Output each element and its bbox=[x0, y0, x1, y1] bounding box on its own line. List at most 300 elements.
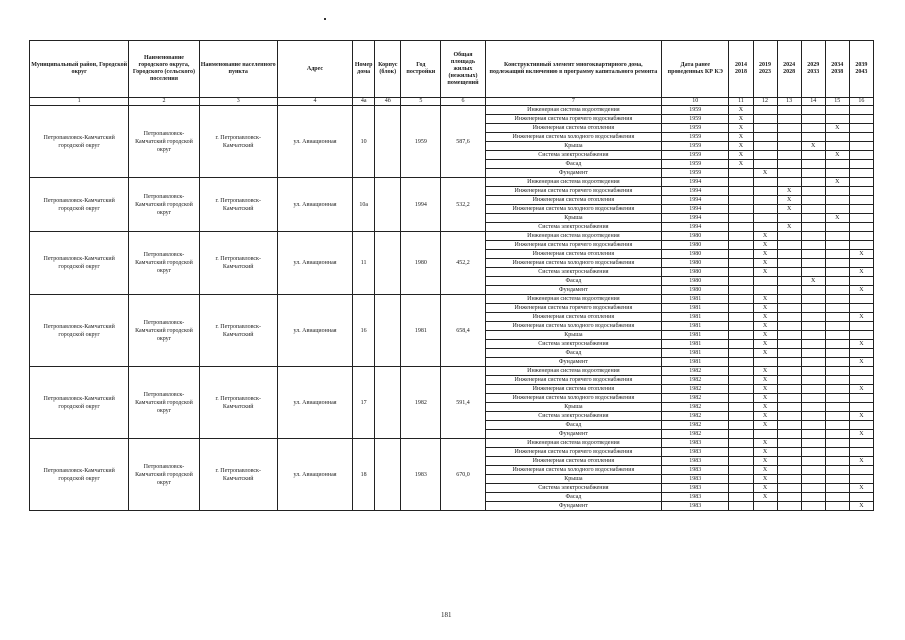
period-mark-cell bbox=[801, 250, 825, 259]
column-number: 3 bbox=[199, 98, 277, 106]
element-cell: Инженерная система холодного водоснабжения bbox=[485, 205, 662, 214]
column-header: 2029 2033 bbox=[801, 41, 825, 98]
period-mark-cell bbox=[801, 259, 825, 268]
period-mark-cell bbox=[825, 286, 849, 295]
period-mark-cell bbox=[849, 241, 873, 250]
period-mark-cell bbox=[777, 331, 801, 340]
period-mark-cell bbox=[801, 448, 825, 457]
period-mark-cell bbox=[825, 277, 849, 286]
settlement-cell: Петропавловск-Камчатский городской округ bbox=[129, 295, 199, 367]
prior-repair-date-cell: 1981 bbox=[662, 304, 729, 313]
element-cell: Крыша bbox=[485, 214, 662, 223]
area-cell: 587,6 bbox=[441, 106, 485, 178]
period-mark-cell bbox=[753, 502, 777, 511]
prior-repair-date-cell: 1959 bbox=[662, 151, 729, 160]
period-mark-cell bbox=[729, 439, 753, 448]
period-mark-cell bbox=[825, 160, 849, 169]
period-mark-cell bbox=[729, 466, 753, 475]
house-number-cell: 10 bbox=[353, 106, 375, 178]
period-mark-cell: X bbox=[729, 160, 753, 169]
prior-repair-date-cell: 1981 bbox=[662, 358, 729, 367]
period-mark-cell bbox=[753, 205, 777, 214]
period-mark-cell bbox=[849, 178, 873, 187]
period-mark-cell bbox=[753, 160, 777, 169]
period-mark-cell bbox=[849, 115, 873, 124]
period-mark-cell bbox=[777, 232, 801, 241]
prior-repair-date-cell: 1980 bbox=[662, 268, 729, 277]
period-mark-cell bbox=[801, 502, 825, 511]
element-cell: Система электроснабжения bbox=[485, 484, 662, 493]
prior-repair-date-cell: 1959 bbox=[662, 160, 729, 169]
period-mark-cell bbox=[849, 331, 873, 340]
period-mark-cell bbox=[801, 376, 825, 385]
area-cell: 670,0 bbox=[441, 439, 485, 511]
period-mark-cell bbox=[777, 349, 801, 358]
column-number: 11 bbox=[729, 98, 753, 106]
prior-repair-date-cell: 1983 bbox=[662, 439, 729, 448]
period-mark-cell: X bbox=[753, 421, 777, 430]
house-number-cell: 16 bbox=[353, 295, 375, 367]
period-mark-cell bbox=[729, 340, 753, 349]
period-mark-cell bbox=[825, 232, 849, 241]
period-mark-cell bbox=[753, 178, 777, 187]
period-mark-cell bbox=[777, 448, 801, 457]
prior-repair-date-cell: 1980 bbox=[662, 241, 729, 250]
house-number-cell: 17 bbox=[353, 367, 375, 439]
column-header: Дата ранее проведенных КР КЭ bbox=[662, 41, 729, 98]
prior-repair-date-cell: 1980 bbox=[662, 277, 729, 286]
period-mark-cell bbox=[777, 160, 801, 169]
period-mark-cell: X bbox=[777, 205, 801, 214]
period-mark-cell bbox=[729, 187, 753, 196]
period-mark-cell: X bbox=[753, 349, 777, 358]
period-mark-cell bbox=[825, 187, 849, 196]
prior-repair-date-cell: 1981 bbox=[662, 331, 729, 340]
period-mark-cell bbox=[729, 376, 753, 385]
period-mark-cell bbox=[729, 412, 753, 421]
element-cell: Инженерная система отопления bbox=[485, 385, 662, 394]
period-mark-cell bbox=[825, 457, 849, 466]
period-mark-cell: X bbox=[729, 106, 753, 115]
house-number-cell: 11 bbox=[353, 232, 375, 295]
period-mark-cell: X bbox=[849, 502, 873, 511]
element-cell: Инженерная система водоотведения bbox=[485, 367, 662, 376]
period-mark-cell bbox=[729, 394, 753, 403]
period-mark-cell bbox=[825, 484, 849, 493]
period-mark-cell bbox=[825, 349, 849, 358]
period-mark-cell bbox=[729, 331, 753, 340]
period-mark-cell bbox=[729, 196, 753, 205]
period-mark-cell bbox=[849, 277, 873, 286]
build-year-cell: 1994 bbox=[401, 178, 441, 232]
block-cell bbox=[375, 367, 401, 439]
period-mark-cell bbox=[825, 259, 849, 268]
period-mark-cell bbox=[753, 133, 777, 142]
period-mark-cell: X bbox=[729, 151, 753, 160]
municipality-cell: Петропавловск-Камчатский городской округ bbox=[30, 106, 129, 178]
column-header: 2024 2028 bbox=[777, 41, 801, 98]
period-mark-cell bbox=[825, 268, 849, 277]
period-mark-cell bbox=[777, 421, 801, 430]
period-mark-cell bbox=[825, 394, 849, 403]
period-mark-cell bbox=[801, 412, 825, 421]
settlement-cell: Петропавловск-Камчатский городской округ bbox=[129, 367, 199, 439]
element-cell: Фасад bbox=[485, 277, 662, 286]
element-cell: Инженерная система водоотведения bbox=[485, 106, 662, 115]
settlement-cell: Петропавловск-Камчатский городской округ bbox=[129, 178, 199, 232]
prior-repair-date-cell: 1982 bbox=[662, 394, 729, 403]
period-mark-cell bbox=[849, 394, 873, 403]
table-body bbox=[30, 106, 874, 511]
period-mark-cell: X bbox=[753, 448, 777, 457]
prior-repair-date-cell: 1959 bbox=[662, 115, 729, 124]
period-mark-cell bbox=[729, 484, 753, 493]
period-mark-cell bbox=[825, 376, 849, 385]
column-header: 2034 2038 bbox=[825, 41, 849, 98]
period-mark-cell bbox=[777, 367, 801, 376]
settlement-cell: Петропавловск-Камчатский городской округ bbox=[129, 439, 199, 511]
period-mark-cell bbox=[801, 169, 825, 178]
period-mark-cell bbox=[801, 133, 825, 142]
period-mark-cell bbox=[801, 214, 825, 223]
period-mark-cell bbox=[801, 295, 825, 304]
period-mark-cell bbox=[729, 214, 753, 223]
column-number: 1 bbox=[30, 98, 129, 106]
element-cell: Фасад bbox=[485, 349, 662, 358]
period-mark-cell: X bbox=[753, 493, 777, 502]
period-mark-cell bbox=[849, 448, 873, 457]
period-mark-cell bbox=[849, 295, 873, 304]
period-mark-cell: X bbox=[753, 475, 777, 484]
element-cell: Фундамент bbox=[485, 430, 662, 439]
period-mark-cell bbox=[777, 322, 801, 331]
period-mark-cell: X bbox=[753, 376, 777, 385]
period-mark-cell bbox=[753, 106, 777, 115]
street-cell: ул. Авиационная bbox=[277, 232, 352, 295]
element-cell: Инженерная система горячего водоснабжения bbox=[485, 448, 662, 457]
period-mark-cell: X bbox=[849, 358, 873, 367]
build-year-cell: 1959 bbox=[401, 106, 441, 178]
period-mark-cell: X bbox=[753, 466, 777, 475]
block-cell bbox=[375, 232, 401, 295]
prior-repair-date-cell: 1994 bbox=[662, 187, 729, 196]
period-mark-cell bbox=[777, 178, 801, 187]
period-mark-cell bbox=[777, 259, 801, 268]
settlement-cell: Петропавловск-Камчатский городской округ bbox=[129, 232, 199, 295]
period-mark-cell: X bbox=[801, 142, 825, 151]
period-mark-cell bbox=[729, 349, 753, 358]
period-mark-cell bbox=[801, 196, 825, 205]
period-mark-cell bbox=[777, 394, 801, 403]
build-year-cell: 1983 bbox=[401, 439, 441, 511]
prior-repair-date-cell: 1980 bbox=[662, 250, 729, 259]
period-mark-cell: X bbox=[849, 268, 873, 277]
period-mark-cell bbox=[729, 322, 753, 331]
column-number: 12 bbox=[753, 98, 777, 106]
period-mark-cell bbox=[849, 214, 873, 223]
column-header: Конструктивный элемент многоквартирного дома, подлежащий включению в программу капитального ремонта bbox=[485, 41, 662, 98]
column-header: Номер дома bbox=[353, 41, 375, 98]
period-mark-cell bbox=[801, 439, 825, 448]
period-mark-cell bbox=[729, 421, 753, 430]
municipality-cell: Петропавловск-Камчатский городской округ bbox=[30, 232, 129, 295]
prior-repair-date-cell: 1980 bbox=[662, 286, 729, 295]
prior-repair-date-cell: 1994 bbox=[662, 196, 729, 205]
period-mark-cell bbox=[801, 286, 825, 295]
period-mark-cell bbox=[849, 376, 873, 385]
period-mark-cell bbox=[825, 106, 849, 115]
area-cell: 452,2 bbox=[441, 232, 485, 295]
period-mark-cell bbox=[825, 448, 849, 457]
period-mark-cell bbox=[729, 277, 753, 286]
period-mark-cell: X bbox=[753, 322, 777, 331]
block-cell bbox=[375, 295, 401, 367]
period-mark-cell: X bbox=[753, 385, 777, 394]
period-mark-cell bbox=[849, 493, 873, 502]
period-mark-cell bbox=[801, 403, 825, 412]
period-mark-cell bbox=[729, 385, 753, 394]
prior-repair-date-cell: 1994 bbox=[662, 223, 729, 232]
period-mark-cell: X bbox=[777, 196, 801, 205]
period-mark-cell: X bbox=[753, 232, 777, 241]
period-mark-cell bbox=[849, 259, 873, 268]
period-mark-cell: X bbox=[825, 124, 849, 133]
period-mark-cell bbox=[801, 115, 825, 124]
period-mark-cell bbox=[753, 151, 777, 160]
period-mark-cell bbox=[849, 133, 873, 142]
period-mark-cell bbox=[777, 430, 801, 439]
period-mark-cell: X bbox=[753, 304, 777, 313]
block-cell bbox=[375, 106, 401, 178]
period-mark-cell bbox=[753, 223, 777, 232]
period-mark-cell bbox=[777, 439, 801, 448]
period-mark-cell bbox=[753, 196, 777, 205]
element-cell: Система электроснабжения bbox=[485, 223, 662, 232]
period-mark-cell bbox=[729, 457, 753, 466]
element-cell: Система электроснабжения bbox=[485, 412, 662, 421]
period-mark-cell bbox=[801, 331, 825, 340]
period-mark-cell bbox=[825, 475, 849, 484]
period-mark-cell bbox=[801, 367, 825, 376]
period-mark-cell bbox=[753, 286, 777, 295]
column-number: 6 bbox=[441, 98, 485, 106]
period-mark-cell bbox=[753, 187, 777, 196]
prior-repair-date-cell: 1982 bbox=[662, 403, 729, 412]
element-cell: Инженерная система отопления bbox=[485, 313, 662, 322]
area-cell: 658,4 bbox=[441, 295, 485, 367]
period-mark-cell bbox=[801, 187, 825, 196]
prior-repair-date-cell: 1983 bbox=[662, 475, 729, 484]
period-mark-cell: X bbox=[849, 250, 873, 259]
period-mark-cell bbox=[825, 466, 849, 475]
period-mark-cell bbox=[729, 169, 753, 178]
period-mark-cell bbox=[729, 268, 753, 277]
period-mark-cell bbox=[825, 115, 849, 124]
element-cell: Система электроснабжения bbox=[485, 340, 662, 349]
period-mark-cell bbox=[801, 358, 825, 367]
element-cell: Инженерная система водоотведения bbox=[485, 232, 662, 241]
period-mark-cell: X bbox=[753, 169, 777, 178]
municipality-cell: Петропавловск-Камчатский городской округ bbox=[30, 439, 129, 511]
period-mark-cell bbox=[729, 178, 753, 187]
period-mark-cell: X bbox=[849, 340, 873, 349]
period-mark-cell: X bbox=[849, 430, 873, 439]
period-mark-cell bbox=[801, 430, 825, 439]
period-mark-cell: X bbox=[849, 484, 873, 493]
period-mark-cell bbox=[777, 376, 801, 385]
period-mark-cell bbox=[777, 241, 801, 250]
period-mark-cell bbox=[777, 403, 801, 412]
period-mark-cell bbox=[825, 421, 849, 430]
element-cell: Фундамент bbox=[485, 502, 662, 511]
period-mark-cell bbox=[777, 142, 801, 151]
locality-cell: г. Петропавловск-Камчатский bbox=[199, 178, 277, 232]
prior-repair-date-cell: 1994 bbox=[662, 205, 729, 214]
period-mark-cell bbox=[753, 430, 777, 439]
element-cell: Инженерная система отопления bbox=[485, 250, 662, 259]
period-mark-cell bbox=[825, 313, 849, 322]
block-cell bbox=[375, 439, 401, 511]
period-mark-cell: X bbox=[777, 223, 801, 232]
period-mark-cell bbox=[729, 286, 753, 295]
period-mark-cell bbox=[777, 268, 801, 277]
element-cell: Инженерная система горячего водоснабжения bbox=[485, 241, 662, 250]
period-mark-cell bbox=[825, 205, 849, 214]
prior-repair-date-cell: 1980 bbox=[662, 232, 729, 241]
street-cell: ул. Авиационная bbox=[277, 295, 352, 367]
period-mark-cell bbox=[777, 151, 801, 160]
period-mark-cell bbox=[777, 358, 801, 367]
period-mark-cell bbox=[849, 367, 873, 376]
period-mark-cell bbox=[729, 358, 753, 367]
period-mark-cell: X bbox=[753, 268, 777, 277]
period-mark-cell: X bbox=[825, 151, 849, 160]
period-mark-cell bbox=[849, 421, 873, 430]
prior-repair-date-cell: 1983 bbox=[662, 484, 729, 493]
prior-repair-date-cell: 1959 bbox=[662, 124, 729, 133]
element-cell: Инженерная система водоотведения bbox=[485, 439, 662, 448]
element-cell: Система электроснабжения bbox=[485, 151, 662, 160]
period-mark-cell bbox=[849, 223, 873, 232]
period-mark-cell bbox=[825, 250, 849, 259]
period-mark-cell bbox=[849, 304, 873, 313]
prior-repair-date-cell: 1959 bbox=[662, 133, 729, 142]
element-cell: Крыша bbox=[485, 331, 662, 340]
period-mark-cell bbox=[729, 205, 753, 214]
period-mark-cell bbox=[777, 385, 801, 394]
municipality-cell: Петропавловск-Камчатский городской округ bbox=[30, 295, 129, 367]
prior-repair-date-cell: 1983 bbox=[662, 502, 729, 511]
column-header: 2019 2023 bbox=[753, 41, 777, 98]
settlement-cell: Петропавловск-Камчатский городской округ bbox=[129, 106, 199, 178]
period-mark-cell: X bbox=[849, 412, 873, 421]
period-mark-cell bbox=[801, 385, 825, 394]
period-mark-cell bbox=[801, 457, 825, 466]
period-mark-cell bbox=[825, 322, 849, 331]
period-mark-cell bbox=[777, 250, 801, 259]
period-mark-cell bbox=[825, 439, 849, 448]
period-mark-cell: X bbox=[753, 295, 777, 304]
prior-repair-date-cell: 1981 bbox=[662, 313, 729, 322]
period-mark-cell bbox=[801, 484, 825, 493]
period-mark-cell bbox=[801, 493, 825, 502]
element-cell: Инженерная система горячего водоснабжения bbox=[485, 304, 662, 313]
period-mark-cell: X bbox=[753, 403, 777, 412]
period-mark-cell bbox=[729, 223, 753, 232]
prior-repair-date-cell: 1981 bbox=[662, 349, 729, 358]
period-mark-cell bbox=[777, 214, 801, 223]
period-mark-cell bbox=[801, 304, 825, 313]
column-number: 5 bbox=[401, 98, 441, 106]
element-cell: Фасад bbox=[485, 493, 662, 502]
period-mark-cell bbox=[825, 241, 849, 250]
period-mark-cell bbox=[825, 331, 849, 340]
period-mark-cell: X bbox=[825, 214, 849, 223]
street-cell: ул. Авиационная bbox=[277, 178, 352, 232]
block-cell bbox=[375, 178, 401, 232]
locality-cell: г. Петропавловск-Камчатский bbox=[199, 367, 277, 439]
period-mark-cell bbox=[825, 295, 849, 304]
period-mark-cell bbox=[729, 313, 753, 322]
period-mark-cell bbox=[825, 142, 849, 151]
period-mark-cell bbox=[729, 430, 753, 439]
period-mark-cell bbox=[801, 151, 825, 160]
period-mark-cell: X bbox=[753, 250, 777, 259]
table-row bbox=[30, 439, 874, 448]
municipality-cell: Петропавловск-Камчатский городской округ bbox=[30, 178, 129, 232]
column-header: Год постройки bbox=[401, 41, 441, 98]
period-mark-cell bbox=[729, 448, 753, 457]
period-mark-cell bbox=[753, 115, 777, 124]
period-mark-cell bbox=[849, 205, 873, 214]
period-mark-cell bbox=[849, 475, 873, 484]
period-mark-cell bbox=[849, 187, 873, 196]
period-mark-cell: X bbox=[753, 331, 777, 340]
column-header: 2014 2018 bbox=[729, 41, 753, 98]
period-mark-cell bbox=[729, 241, 753, 250]
element-cell: Инженерная система горячего водоснабжения bbox=[485, 376, 662, 385]
period-mark-cell: X bbox=[729, 142, 753, 151]
column-number: 4а bbox=[353, 98, 375, 106]
street-cell: ул. Авиационная bbox=[277, 439, 352, 511]
column-number: 10 bbox=[662, 98, 729, 106]
prior-repair-date-cell: 1994 bbox=[662, 178, 729, 187]
period-mark-cell bbox=[801, 349, 825, 358]
period-mark-cell bbox=[777, 502, 801, 511]
period-mark-cell: X bbox=[849, 457, 873, 466]
prior-repair-date-cell: 1983 bbox=[662, 457, 729, 466]
page-number: 181 bbox=[441, 611, 452, 619]
element-cell: Инженерная система холодного водоснабжения bbox=[485, 466, 662, 475]
period-mark-cell bbox=[825, 223, 849, 232]
prior-repair-date-cell: 1982 bbox=[662, 421, 729, 430]
locality-cell: г. Петропавловск-Камчатский bbox=[199, 106, 277, 178]
column-number: 2 bbox=[129, 98, 199, 106]
period-mark-cell bbox=[753, 142, 777, 151]
prior-repair-date-cell: 1959 bbox=[662, 142, 729, 151]
period-mark-cell bbox=[753, 214, 777, 223]
period-mark-cell bbox=[849, 169, 873, 178]
period-mark-cell bbox=[729, 232, 753, 241]
period-mark-cell bbox=[777, 340, 801, 349]
period-mark-cell: X bbox=[753, 412, 777, 421]
period-mark-cell bbox=[849, 124, 873, 133]
period-mark-cell bbox=[777, 457, 801, 466]
period-mark-cell: X bbox=[849, 286, 873, 295]
period-mark-cell bbox=[849, 160, 873, 169]
element-cell: Фундамент bbox=[485, 286, 662, 295]
period-mark-cell: X bbox=[801, 277, 825, 286]
